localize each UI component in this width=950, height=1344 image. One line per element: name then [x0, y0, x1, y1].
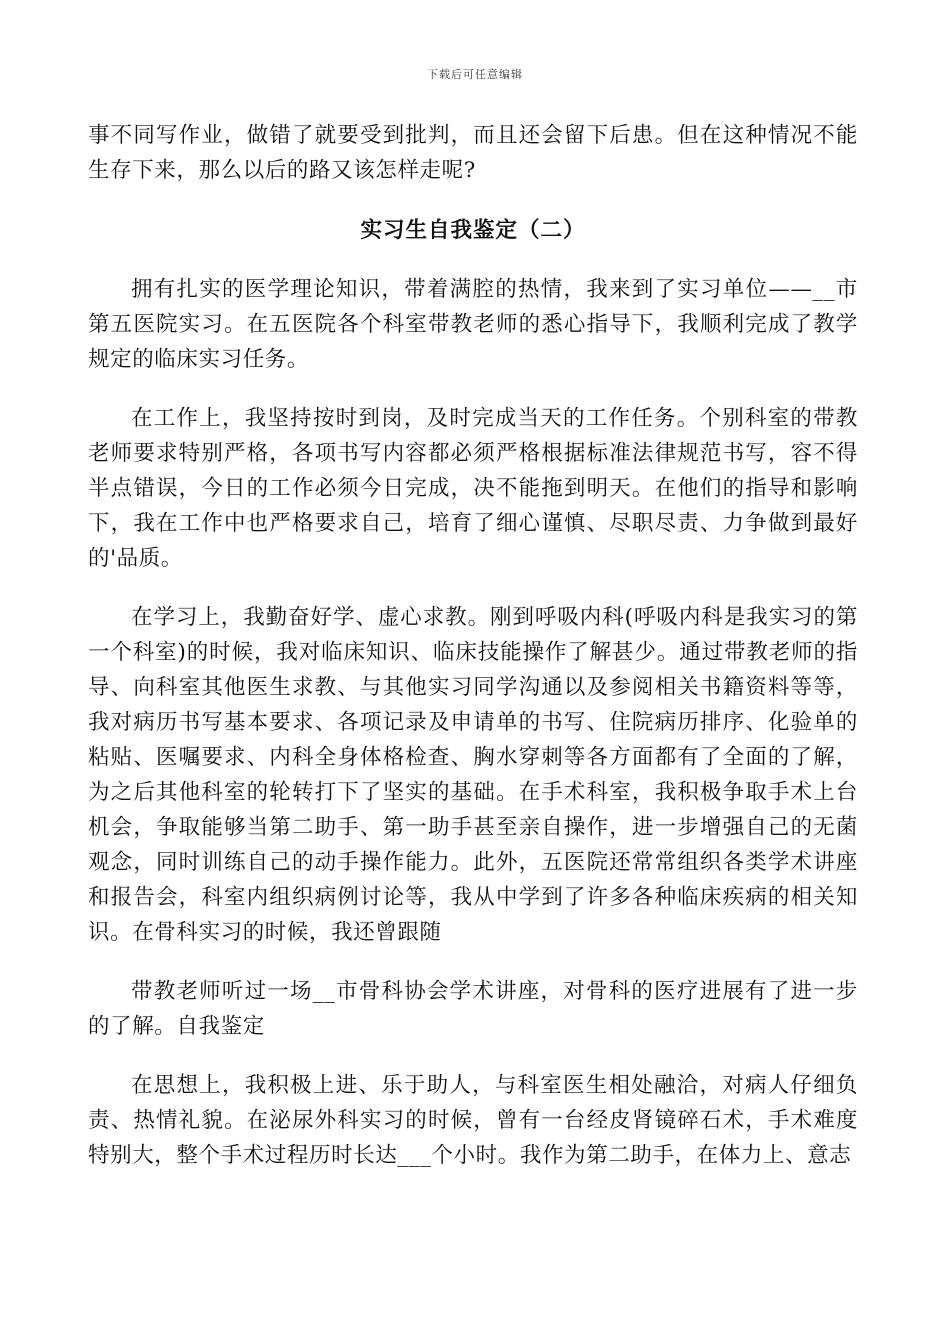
- section-title: 实习生自我鉴定（二）: [360, 218, 586, 243]
- page-header: 下载后可任意编辑: [427, 68, 523, 81]
- paragraph-study: 在学习上，我勤奋好学、虚心求教。刚到呼吸内科(呼吸内科是我实习的第一个科室)的时候，我对临床知识、临床技能操作了解甚少。通过带教老师的指导、向科室其他医生求教、与其他实习同学沟通以及参阅相关书籍资料等等，我对病历书写基本要求、各项记录及申请单的书写、住院病历排序、化验单的粘贴、医嘱要求、内科全身体格检查、胸水穿刺等各方面都有了全面的了解，为之后其他科室的轮转打下了坚实的基础。在手术科室，我积极争取手术上台机会，争取能够当第二助手、第一助手甚至亲自操作，进一步增强自己的无菌观念，同时训练自己的动手操作能力。此外，五医院还常常组织各类学术讲座和报告会，科室内组织病例讨论等，我从中学到了许多各种临床疾病的相关知识。在骨科实习的时候，我还曾跟随: [88, 605, 858, 945]
- paragraph-work: 在工作上，我坚持按时到岗，及时完成当天的工作任务。个别科室的带教老师要求特别严格，各项书写内容都必须严格根据标准法律规范书写，容不得半点错误，今日的工作必须今日完成，决不能拖到明天。在他们的指导和影响下，我在工作中也严格要求自己，培育了细心谨慎、尽职尽责、力争做到最好的'品质。: [88, 406, 858, 571]
- document-body: [88, 118, 858, 1173]
- paragraph-lecture: 带教老师听过一场__市骨科协会学术讲座，对骨科的医疗进展有了进一步的了解。自我鉴定: [88, 979, 858, 1039]
- paragraph-attitude: 在思想上，我积极上进、乐于助人，与科室医生相处融洽，对病人仔细负责、热情礼貌。在泌尿外科实习的时候，曾有一台经皮肾镜碎石术，手术难度特别大，整个手术过程历时长达___个小时。我作为第二助手，在体力上、意志: [88, 1073, 858, 1168]
- intro-paragraph: 事不同写作业，做错了就要受到批判，而且还会留下后患。但在这种情况不能生存下来，那么以后的路又该怎样走呢?: [88, 123, 858, 183]
- paragraph-internship: 拥有扎实的医学理论知识，带着满腔的热情，我来到了实习单位——__市第五医院实习。在五医院各个科室带教老师的悉心指导下，我顺利完成了教学规定的临床实习任务。: [88, 277, 858, 372]
